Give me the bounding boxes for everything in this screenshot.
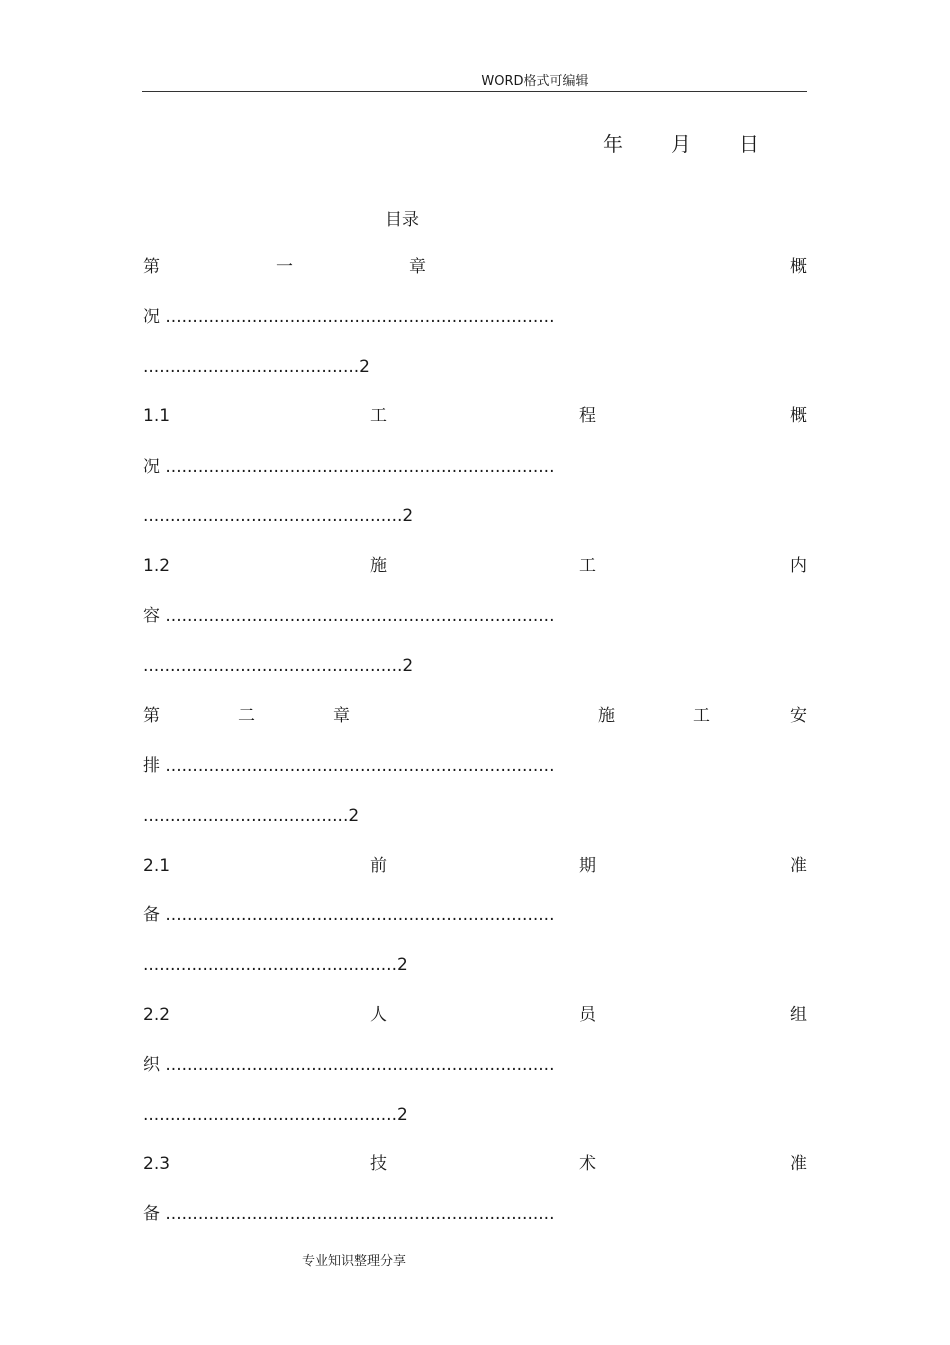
toc-heading-cell: 施 [598, 706, 615, 726]
date-year: 年 [603, 132, 623, 156]
toc-heading-cell: 技 [370, 1154, 387, 1174]
toc-heading-cell: 安 [790, 706, 807, 726]
toc-title: 目录 [385, 210, 419, 230]
toc-entry-heading [143, 554, 807, 578]
toc-entry-page-line [143, 654, 413, 678]
toc-entry-page-line [143, 953, 408, 977]
toc-heading-cell: 术 [579, 1154, 596, 1174]
toc-entry-heading [143, 404, 807, 428]
toc-entry-heading [143, 1003, 807, 1027]
toc-entry-page-line [143, 504, 413, 528]
toc-dots: ........................................................................ [165, 457, 555, 477]
toc-page-number: 2 [396, 1105, 408, 1125]
toc-entry-label: 况 [143, 307, 160, 327]
toc-heading-cell: 2.1 [143, 856, 171, 876]
date-day: 日 [739, 132, 759, 156]
toc-heading-cell: 章 [333, 706, 350, 726]
toc-entry-leader [143, 903, 554, 927]
toc-page-number: 2 [348, 806, 360, 826]
toc-heading-cell: 期 [579, 856, 596, 876]
toc-heading-cell: 前 [370, 856, 387, 876]
toc-heading-cell: 程 [579, 406, 596, 426]
toc-heading-cell: 准 [790, 856, 807, 876]
toc-heading-cell: 1.2 [143, 556, 171, 576]
toc-heading-cell: 第 [143, 706, 160, 726]
toc-entry-page-line [143, 355, 370, 379]
toc-dots: ...................................... [143, 806, 349, 826]
toc-dots: ................................................ [143, 656, 403, 676]
toc-dots: ........................................................................ [165, 1204, 555, 1224]
toc-page-number: 2 [396, 955, 408, 975]
toc-dots: ........................................................................ [165, 756, 555, 776]
toc-entry-heading [143, 854, 807, 878]
toc-heading-cell: 施 [370, 556, 387, 576]
toc-heading-cell: 工 [370, 406, 387, 426]
page-footer: 专业知识整理分享 [302, 1254, 407, 1269]
toc-heading-cell: 章 [409, 257, 426, 277]
toc-heading-cell: 准 [790, 1154, 807, 1174]
toc-entry-label: 织 [143, 1055, 160, 1075]
toc-heading-cell: 概 [790, 406, 807, 426]
toc-entry-leader [143, 604, 554, 628]
toc-heading-cell: 二 [238, 706, 255, 726]
toc-page-number: 2 [402, 656, 414, 676]
toc-heading-cell: 内 [790, 556, 807, 576]
toc-entry-label: 况 [143, 457, 160, 477]
toc-heading-cell: 工 [693, 706, 710, 726]
toc-dots: ........................................ [143, 357, 360, 377]
toc-entry-label: 备 [143, 905, 160, 925]
toc-entry-page-line [143, 1103, 408, 1127]
toc-dots: ............................................... [143, 1105, 397, 1125]
header-divider [142, 91, 807, 92]
toc-page-number: 2 [359, 357, 370, 377]
toc-dots: ........................................................................ [165, 606, 555, 626]
toc-dots: ........................................................................ [165, 307, 555, 327]
toc-entry-label: 备 [143, 1204, 160, 1224]
toc-heading-cell: 人 [370, 1005, 387, 1025]
toc-entry-leader [143, 455, 554, 479]
toc-entry-leader [143, 754, 554, 778]
toc-heading-cell: 工 [579, 556, 596, 576]
toc-entry-label: 排 [143, 756, 160, 776]
toc-entry-heading [143, 704, 807, 728]
toc-heading-cell: 第 [143, 257, 160, 277]
toc-entry-page-line [143, 804, 359, 828]
toc-heading-cell: 组 [790, 1005, 807, 1025]
toc-dots: ........................................................................ [165, 905, 555, 925]
toc-heading-cell: 2.3 [143, 1154, 171, 1174]
toc-entry-leader [143, 1202, 554, 1226]
toc-entry-heading [143, 1152, 807, 1176]
toc-heading-cell: 1.1 [143, 406, 171, 426]
toc-heading-cell: 概 [790, 257, 807, 277]
toc-entry-leader [143, 1053, 554, 1077]
toc-heading-cell: 一 [276, 257, 293, 277]
toc-entry-leader [143, 305, 554, 329]
date-line [603, 128, 807, 157]
toc-entry-label: 容 [143, 606, 160, 626]
toc-dots: ............................................... [143, 955, 397, 975]
toc-dots: ........................................................................ [165, 1055, 555, 1075]
date-month: 月 [671, 132, 691, 156]
toc-entry-heading [143, 255, 807, 279]
toc-page-number: 2 [402, 506, 414, 526]
header-text: WORD格式可编辑 [481, 74, 589, 89]
toc-heading-cell: 员 [579, 1005, 596, 1025]
toc-dots: ................................................ [143, 506, 403, 526]
toc-heading-cell: 2.2 [143, 1005, 171, 1025]
